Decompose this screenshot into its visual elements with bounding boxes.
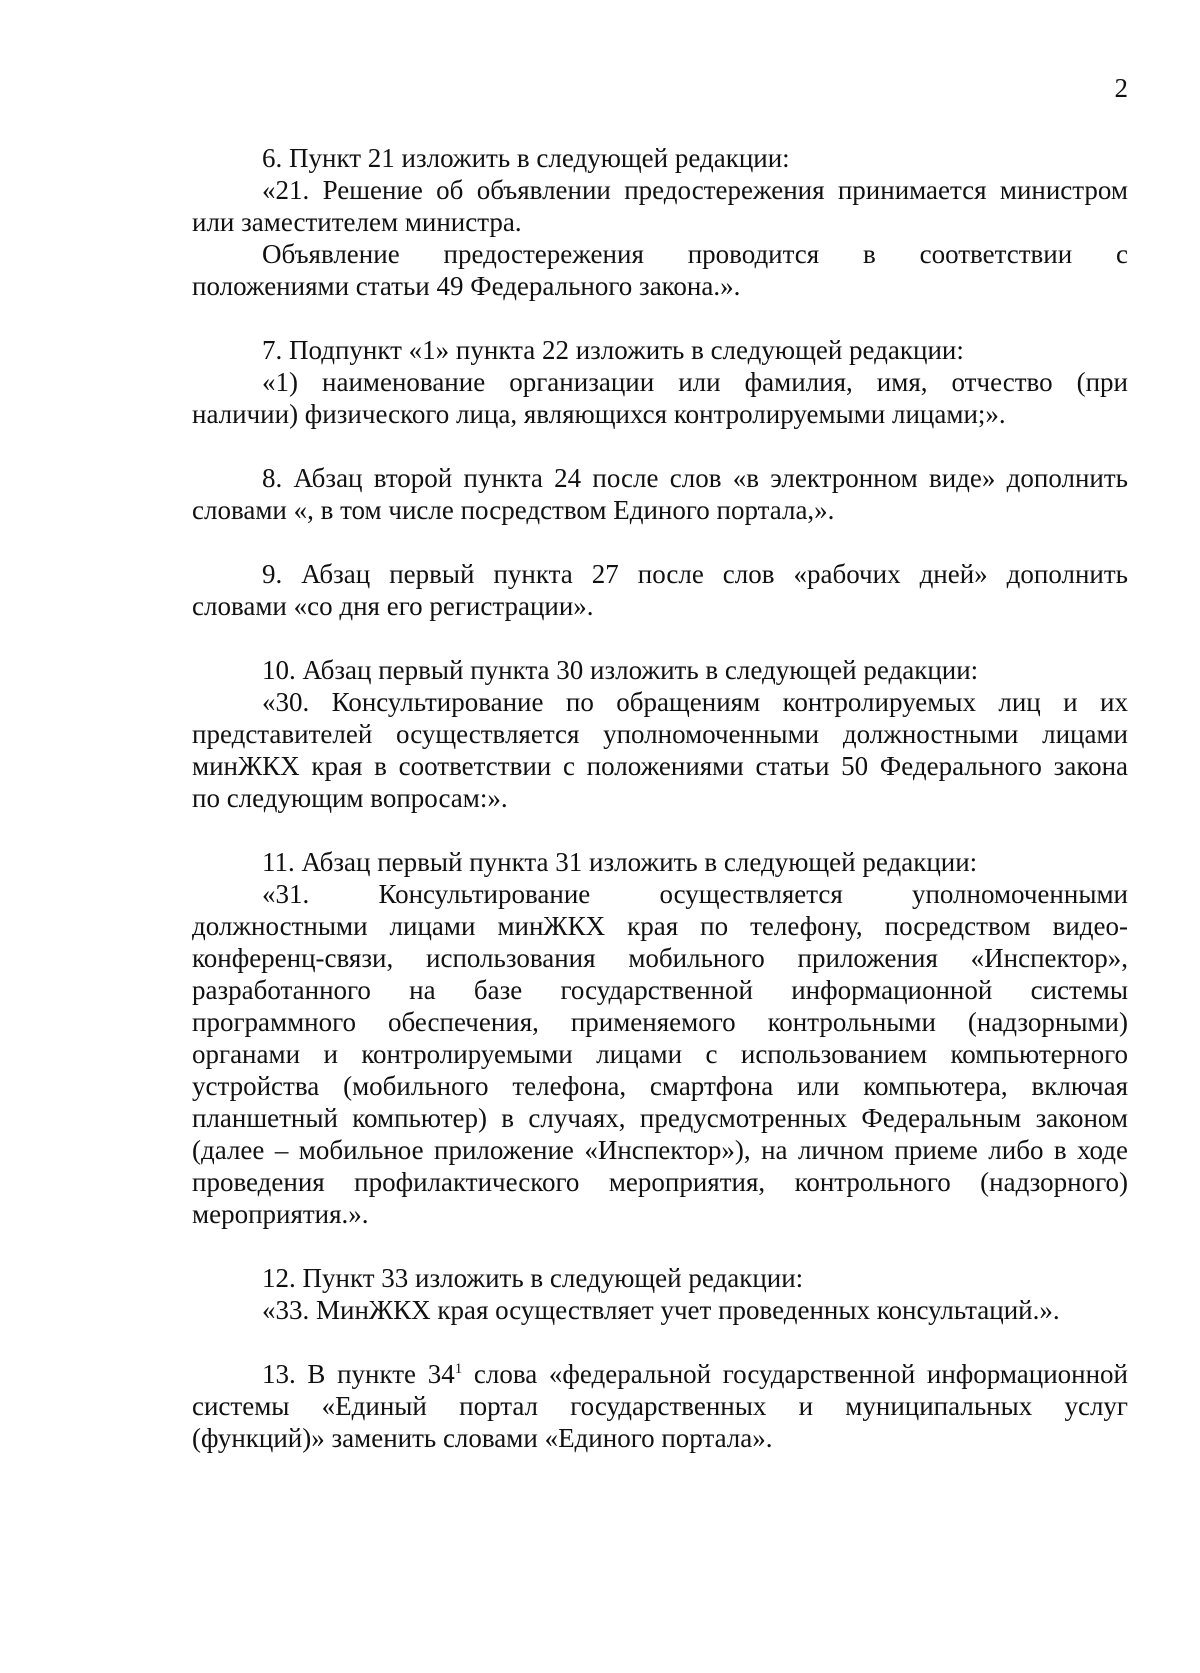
text-line: программного обеспечения, применяемого контрольными (надзорными)	[192, 1007, 1128, 1037]
text-line: 7. Подпункт «1» пункта 22 изложить в следующей редакции:	[262, 335, 964, 365]
paragraph-block	[192, 846, 1128, 1230]
text-line: 10. Абзац первый пункта 30 изложить в следующей редакции:	[262, 655, 979, 685]
paragraph-block	[192, 558, 1128, 622]
text-line: «1) наименование организации или фамилия, имя, отчество (при	[262, 367, 1128, 397]
text-line: мероприятия.».	[192, 1199, 369, 1229]
text-line: устройства (мобильного телефона, смартфона или компьютера, включая	[192, 1071, 1128, 1101]
text-line: (функций)» заменить словами «Единого портала».	[192, 1423, 773, 1453]
text-line: 6. Пункт 21 изложить в следующей редакции:	[262, 143, 790, 173]
text-segment: слова «федеральной государственной информационной	[462, 1359, 1128, 1389]
paragraph-block	[192, 1358, 1128, 1454]
text-line: словами «, в том числе посредством Единого портала,».	[192, 495, 835, 525]
text-line: положениями статьи 49 Федерального закона.».	[192, 271, 741, 301]
text-line: 11. Абзац первый пункта 31 изложить в следующей редакции:	[262, 847, 978, 877]
paragraph-block	[192, 654, 1128, 814]
text-line: 8. Абзац второй пункта 24 после слов «в электронном виде» дополнить	[262, 463, 1128, 493]
text-line: разработанного на базе государственной информационной системы	[192, 975, 1128, 1005]
paragraph-block	[192, 334, 1128, 430]
text-line: наличии) физического лица, являющихся контролируемыми лицами;».	[192, 399, 1006, 429]
text-line: должностными лицами минЖКХ края по телефону, посредством видео-	[192, 911, 1128, 941]
text-line: 12. Пункт 33 изложить в следующей редакции:	[262, 1263, 804, 1293]
text-line: «30. Консультирование по обращениям контролируемых лиц и их	[262, 687, 1128, 717]
text-line: «21. Решение об объявлении предостережения принимается министром	[262, 175, 1128, 205]
page-number: 2	[1114, 73, 1128, 103]
text-line: «33. МинЖКХ края осуществляет учет проведенных консультаций.».	[262, 1295, 1060, 1325]
text-line: системы «Единый портал государственных и муниципальных услуг	[192, 1391, 1128, 1421]
text-line: (далее – мобильное приложение «Инспектор»), на личном приеме либо в ходе	[192, 1135, 1128, 1165]
text-line: словами «со дня его регистрации».	[192, 591, 594, 621]
text-line	[192, 1358, 1128, 1390]
text-line: представителей осуществляется уполномоченными должностными лицами	[192, 719, 1128, 749]
paragraph-block	[192, 142, 1128, 302]
text-line: конференц-связи, использования мобильного приложения «Инспектор»,	[192, 943, 1128, 973]
text-line: минЖКХ края в соответствии с положениями статьи 50 Федерального закона	[192, 751, 1128, 781]
document-body	[192, 142, 1128, 1486]
text-line: Объявление предостережения проводится в соответствии с	[262, 239, 1128, 269]
paragraph-block	[192, 462, 1128, 526]
paragraph-block	[192, 1262, 1128, 1326]
text-line: 9. Абзац первый пункта 27 после слов «рабочих дней» дополнить	[262, 559, 1128, 589]
text-line: проведения профилактического мероприятия, контрольного (надзорного)	[192, 1167, 1128, 1197]
text-segment: 13. В пункте 34	[262, 1359, 455, 1389]
text-line: планшетный компьютер) в случаях, предусмотренных Федеральным законом	[192, 1103, 1128, 1133]
text-line: или заместителем министра.	[192, 207, 522, 237]
text-line: «31. Консультирование осуществляется уполномоченными	[262, 879, 1128, 909]
text-line: по следующим вопросам:».	[192, 783, 508, 813]
text-line: органами и контролируемыми лицами с использованием компьютерного	[192, 1039, 1128, 1069]
superscript: 1	[454, 1361, 463, 1377]
